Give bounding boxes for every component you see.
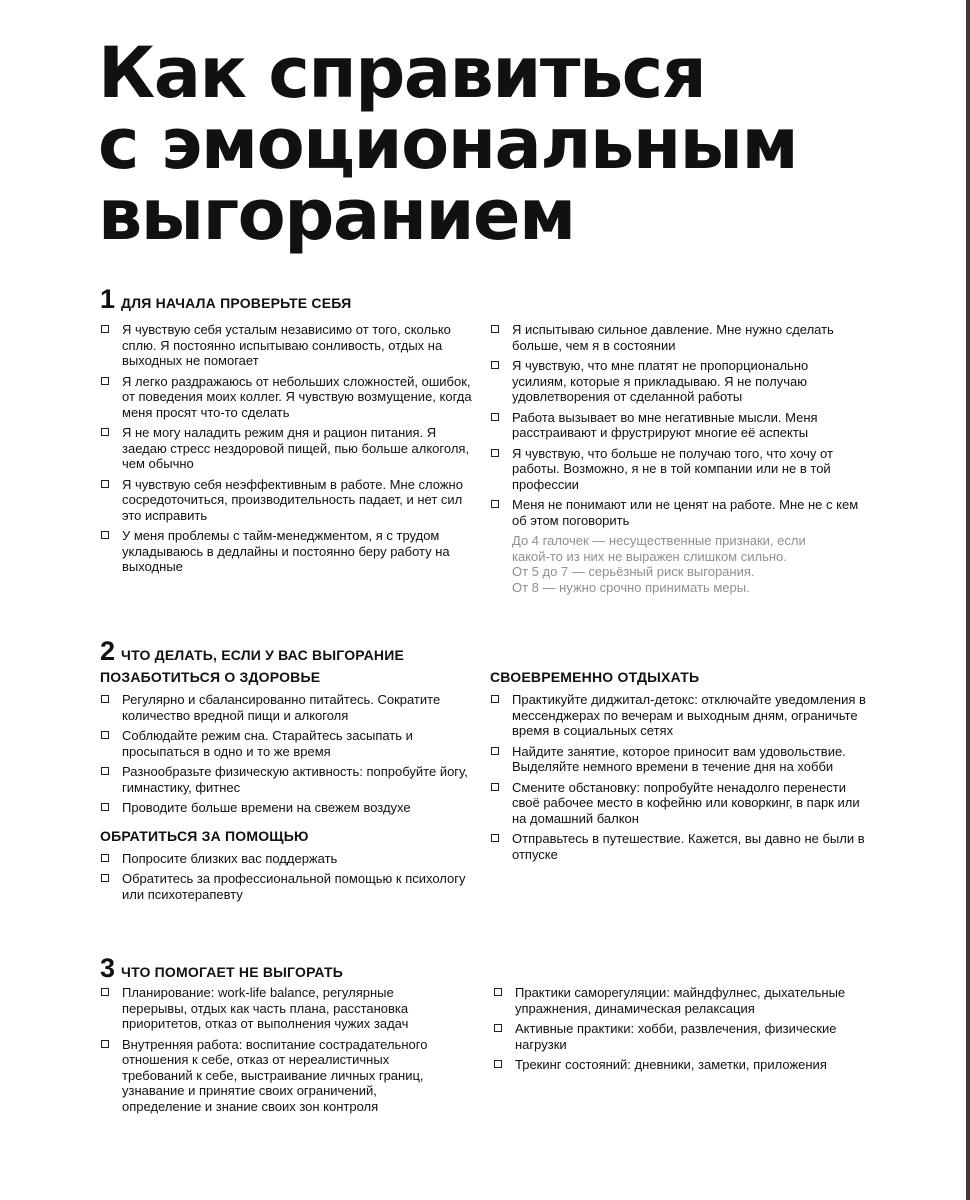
checklist-item[interactable]: Я испытываю сильное давление. Мне нужно сделать больше, чем я в состоянии bbox=[490, 322, 865, 353]
checkbox-icon[interactable] bbox=[101, 325, 109, 333]
checklist-item[interactable]: Смените обстановку: попробуйте ненадолго перенести своё рабочее место в кофейню или коворкинг, в парк или на домашний балкон bbox=[490, 780, 875, 827]
checkbox-icon[interactable] bbox=[101, 767, 109, 775]
score-note: До 4 галочек — несущественные признаки, если какой-то из них не выражен слишком сильно. От 5 до 7 — серьёзный риск выгорания. От 8 — нужно срочно принимать меры. bbox=[512, 533, 806, 595]
checkbox-icon[interactable] bbox=[491, 413, 499, 421]
checklist-item[interactable]: Трекинг состояний: дневники, заметки, приложения bbox=[493, 1057, 873, 1073]
checkbox-icon[interactable] bbox=[101, 480, 109, 488]
checklist-item[interactable]: Проводите больше времени на свежем воздухе bbox=[100, 800, 475, 816]
checkbox-icon[interactable] bbox=[101, 531, 109, 539]
checklist-item[interactable]: Я чувствую, что больше не получаю того, что хочу от работы. Возможно, я не в той компании или не в той профессии bbox=[490, 446, 865, 493]
section-title: ДЛЯ НАЧАЛА ПРОВЕРЬТЕ СЕБЯ bbox=[121, 295, 352, 311]
prevention-right bbox=[493, 985, 873, 1078]
checkbox-icon[interactable] bbox=[491, 449, 499, 457]
checklist-item[interactable]: Отправьтесь в путешествие. Кажется, вы давно не были в отпуске bbox=[490, 831, 875, 862]
section-1-header bbox=[100, 286, 351, 313]
subsection-title: ПОЗАБОТИТЬСЯ О ЗДОРОВЬЕ bbox=[100, 669, 321, 685]
checklist-item[interactable]: Практики саморегуляции: майндфулнес, дыхательные упражнения, динамическая релаксация bbox=[493, 985, 873, 1016]
section-2-header bbox=[100, 638, 404, 665]
checklist-item[interactable]: Практикуйте диджитал-детокс: отключайте уведомления в мессенджерах по вечерам и выходным дням, ограничьте время в социальных сетях bbox=[490, 692, 875, 739]
page-edge bbox=[966, 0, 970, 1200]
subsection-title: ОБРАТИТЬСЯ ЗА ПОМОЩЬЮ bbox=[100, 827, 309, 844]
checkbox-icon[interactable] bbox=[491, 783, 499, 791]
checklist-right bbox=[490, 322, 865, 595]
checklist-item[interactable]: Попросите близких вас поддержать bbox=[100, 851, 475, 867]
section-title: ЧТО ПОМОГАЕТ НЕ ВЫГОРАТЬ bbox=[121, 964, 344, 980]
checkbox-icon[interactable] bbox=[491, 747, 499, 755]
checkbox-icon[interactable] bbox=[101, 428, 109, 436]
checklist-item[interactable]: Разнообразьте физическую активность: попробуйте йогу, гимнастику, фитнес bbox=[100, 764, 475, 795]
checkbox-icon[interactable] bbox=[494, 1060, 502, 1068]
page-title bbox=[98, 32, 898, 256]
checklist-item[interactable]: Я чувствую себя усталым независимо от того, сколько сплю. Я постоянно испытываю сонливость, отдых на выходных не помогает bbox=[100, 322, 480, 369]
section-title: ЧТО ДЕЛАТЬ, ЕСЛИ У ВАС ВЫГОРАНИЕ bbox=[121, 647, 405, 663]
rest-column bbox=[490, 668, 875, 867]
section-number: 2 bbox=[100, 636, 116, 666]
subsection-title: СВОЕВРЕМЕННО ОТДЫХАТЬ bbox=[490, 669, 700, 685]
checklist-item[interactable]: Соблюдайте режим сна. Старайтесь засыпать и просыпаться в одно и то же время bbox=[100, 728, 475, 759]
title-line: с эмоциональным bbox=[98, 103, 798, 185]
checklist-item[interactable]: Работа вызывает во мне негативные мысли. Меня расстраивают и фрустрируют многие её аспекты bbox=[490, 410, 865, 441]
checklist-item[interactable]: Я чувствую себя неэффективным в работе. Мне сложно сосредоточиться, производительность падает, и нет сил это исправить bbox=[100, 477, 480, 524]
checkbox-icon[interactable] bbox=[491, 500, 499, 508]
checkbox-icon[interactable] bbox=[101, 1040, 109, 1048]
checklist-item[interactable]: Планирование: work-life balance, регулярные перерывы, отдых как часть плана, расстановка приоритетов, отказ от выполнения чужих задач bbox=[100, 985, 455, 1032]
checklist-left bbox=[100, 322, 480, 580]
checkbox-icon[interactable] bbox=[494, 988, 502, 996]
checklist-item[interactable]: Меня не понимают или не ценят на работе. Мне не с кем об этом поговорить bbox=[490, 497, 865, 528]
checkbox-icon[interactable] bbox=[101, 803, 109, 811]
checkbox-icon[interactable] bbox=[101, 695, 109, 703]
title-line: выгоранием bbox=[98, 174, 575, 256]
section-number: 1 bbox=[100, 284, 116, 314]
section-3-header bbox=[100, 955, 343, 982]
checkbox-icon[interactable] bbox=[491, 695, 499, 703]
checkbox-icon[interactable] bbox=[494, 1024, 502, 1032]
checklist-item[interactable]: Я чувствую, что мне платят не пропорционально усилиям, которые я прикладываю. Я не получаю удовлетворения от сделанной работы bbox=[490, 358, 865, 405]
checkbox-icon[interactable] bbox=[101, 731, 109, 739]
checkbox-icon[interactable] bbox=[491, 325, 499, 333]
section-number: 3 bbox=[100, 953, 116, 983]
checklist-item[interactable]: Я легко раздражаюсь от небольших сложностей, ошибок, от поведения моих коллег. Я чувствую возмущение, когда меня просят что-то сделать bbox=[100, 374, 480, 421]
checklist-item[interactable]: Внутренняя работа: воспитание сострадательного отношения к себе, отказ от нереалистичных требований к себе, выстраивание личных границ, узнавание и принятие своих ограничений, определение и знание своих зон контроля bbox=[100, 1037, 455, 1115]
checkbox-icon[interactable] bbox=[491, 834, 499, 842]
checkbox-icon[interactable] bbox=[101, 377, 109, 385]
checkbox-icon[interactable] bbox=[491, 361, 499, 369]
prevention-left bbox=[100, 985, 455, 1119]
checklist-item[interactable]: Регулярно и сбалансированно питайтесь. Сократите количество вредной пищи и алкоголя bbox=[100, 692, 475, 723]
checkbox-icon[interactable] bbox=[101, 988, 109, 996]
checklist-item[interactable]: Обратитесь за профессиональной помощью к психологу или психотерапевту bbox=[100, 871, 475, 902]
checklist-item[interactable]: Я не могу наладить режим дня и рацион питания. Я заедаю стресс нездоровой пищей, пью больше алкоголя, чем обычно bbox=[100, 425, 480, 472]
health-column bbox=[100, 668, 475, 907]
checklist-item[interactable]: У меня проблемы с тайм-менеджментом, я с трудом укладываюсь в дедлайны и постоянно беру работу на выходные bbox=[100, 528, 480, 575]
checkbox-icon[interactable] bbox=[101, 874, 109, 882]
checklist-item[interactable]: Активные практики: хобби, развлечения, физические нагрузки bbox=[493, 1021, 873, 1052]
checklist-item[interactable]: Найдите занятие, которое приносит вам удовольствие. Выделяйте немного времени в течение дня на хобби bbox=[490, 744, 875, 775]
checkbox-icon[interactable] bbox=[101, 854, 109, 862]
title-line: Как справиться bbox=[98, 32, 706, 114]
